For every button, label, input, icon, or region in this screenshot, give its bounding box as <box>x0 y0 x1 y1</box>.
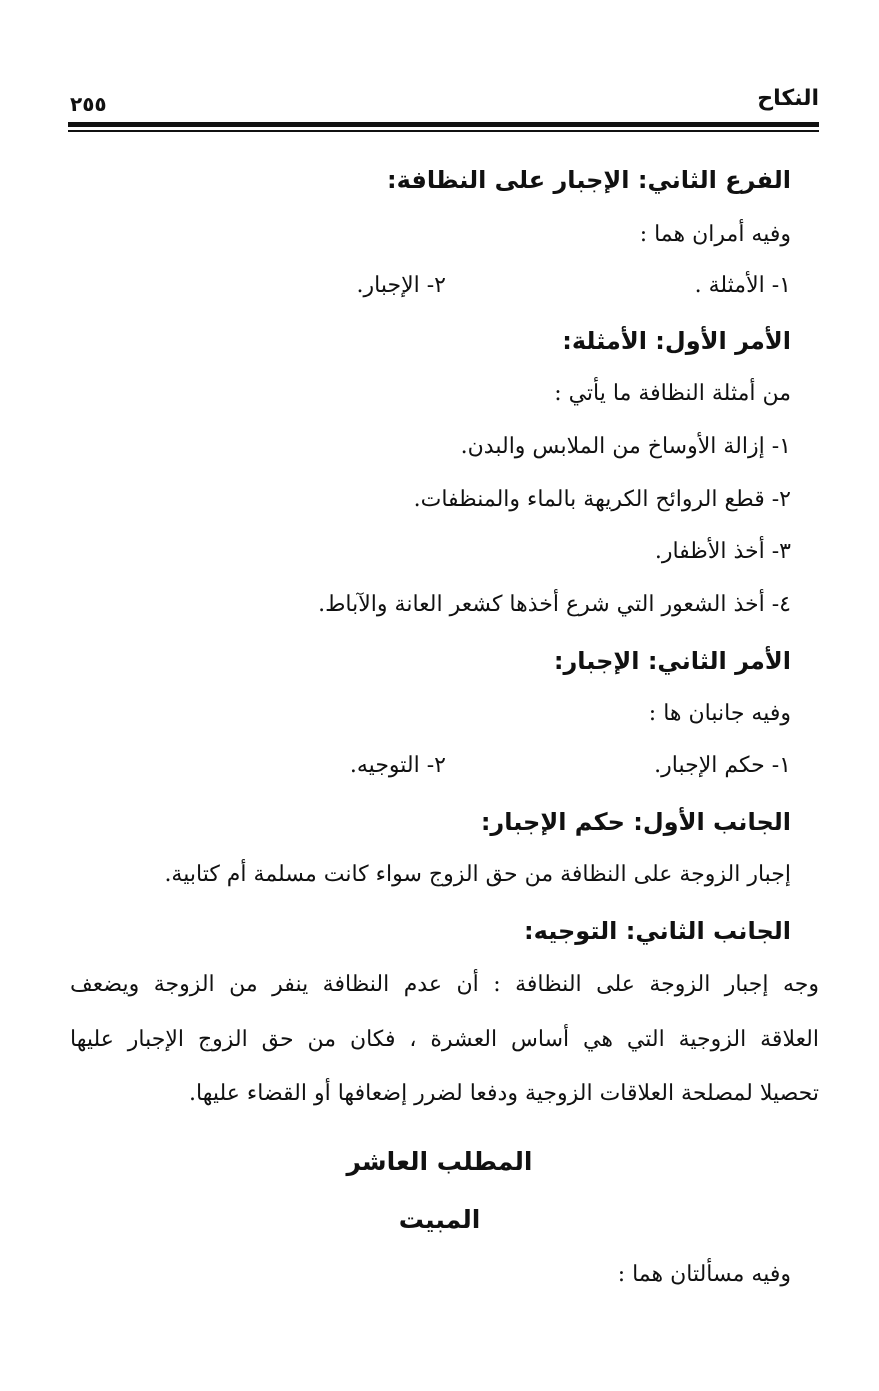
header-rule-thin <box>68 130 819 132</box>
page-number: ٢٥٥ <box>70 92 107 116</box>
aspect-one-heading: الجانب الأول: حكم الإجبار: <box>480 808 791 836</box>
header-rule-thick <box>68 122 819 127</box>
example-item-1: ١- إزالة الأوساخ من الملابس والبدن. <box>460 434 791 459</box>
running-title: النكاح <box>757 86 819 111</box>
next-section-subtitle: المبيت <box>398 1205 481 1234</box>
example-item-3: ٣- أخذ الأظفار. <box>654 539 791 564</box>
aspect-one-text: إجبار الزوجة على النظافة من حق الزوج سواء كانت مسلمة أم كتابية. <box>164 862 791 887</box>
section-title: الفرع الثاني: الإجبار على النظافة: <box>387 166 791 194</box>
matter-two-intro: وفيه جانبان ها : <box>648 701 791 726</box>
example-item-4: ٤- أخذ الشعور التي شرع أخذها كشعر العانة والآباط. <box>318 592 791 617</box>
matter-item-2: ٢- الإجبار. <box>356 273 446 298</box>
example-item-2: ٢- قطع الروائح الكريهة بالماء والمنظفات. <box>413 487 791 512</box>
aspect-item-2: ٢- التوجيه. <box>349 753 446 778</box>
next-section-intro: وفيه مسألتان هما : <box>617 1262 791 1287</box>
aspect-two-line-3: تحصيلا لمصلحة العلاقات الزوجية ودفعا لضرر إضعافها أو القضاء عليها. <box>189 1081 819 1106</box>
matter-one-intro: من أمثلة النظافة ما يأتي : <box>554 381 791 406</box>
matter-two-heading: الأمر الثاني: الإجبار: <box>553 647 791 675</box>
next-section-title: المطلب العاشر <box>346 1147 533 1176</box>
section-intro: وفيه أمران هما : <box>639 222 791 247</box>
matter-item-1: ١- الأمثلة . <box>694 273 791 298</box>
aspect-two-heading: الجانب الثاني: التوجيه: <box>524 917 791 945</box>
aspect-item-1: ١- حكم الإجبار. <box>654 753 791 778</box>
matter-one-heading: الأمر الأول: الأمثلة: <box>562 327 791 355</box>
aspect-two-line-1: وجه إجبار الزوجة على النظافة : أن عدم النظافة ينفر من الزوجة ويضعف <box>70 972 819 997</box>
aspect-two-line-2: العلاقة الزوجية التي هي أساس العشرة ، فكان من حق الزوج الإجبار عليها <box>70 1027 819 1052</box>
